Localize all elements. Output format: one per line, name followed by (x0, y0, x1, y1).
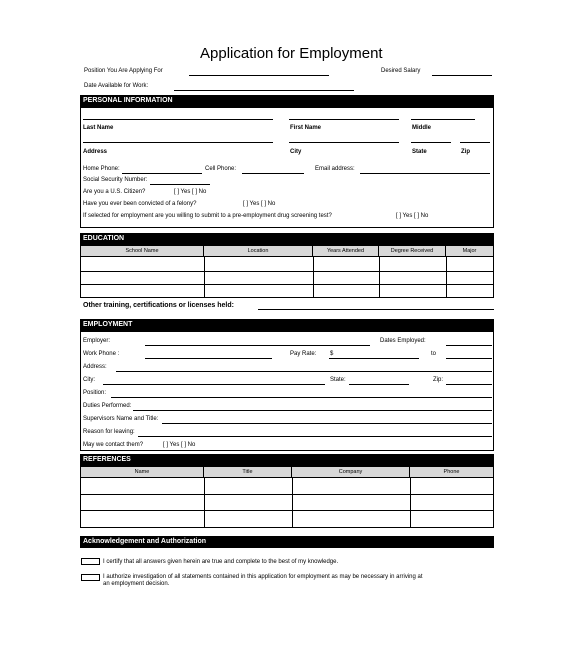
emp-state-field[interactable] (349, 384, 409, 385)
other-training-field[interactable] (258, 309, 494, 310)
last-name-field[interactable] (83, 119, 273, 120)
personal-info-box (80, 107, 494, 228)
ref-col-title: Title (204, 467, 292, 478)
citizen-question: Are you a U.S. Citizen? (83, 189, 146, 195)
ref-col-phone: Phone (410, 467, 493, 478)
contact-options[interactable]: [ ] Yes [ ] No (163, 442, 196, 448)
ssn-field[interactable] (150, 184, 210, 185)
zip-field[interactable] (460, 142, 490, 143)
ref-col-line (410, 478, 411, 528)
certify-checkbox[interactable] (81, 558, 100, 565)
edu-col-line (204, 257, 205, 298)
emp-position-field[interactable] (111, 397, 492, 398)
email-label: Email address: (315, 166, 355, 172)
edu-col-line (313, 257, 314, 298)
ssn-label: Social Security Number: (83, 177, 148, 183)
duties-label: Duties Performed: (83, 403, 132, 409)
personal-info-header: PERSONAL INFORMATION (80, 95, 494, 107)
felony-options[interactable]: [ ] Yes [ ] No (243, 201, 276, 207)
citizen-options[interactable]: [ ] Yes [ ] No (174, 189, 207, 195)
ref-row-line (81, 494, 493, 495)
date-available-field[interactable] (174, 90, 354, 91)
dates-to-field[interactable] (446, 358, 492, 359)
work-phone-label: Work Phone : (83, 351, 120, 357)
last-name-label: Last Name (83, 125, 114, 131)
emp-zip-field[interactable] (446, 384, 492, 385)
edu-col-line (379, 257, 380, 298)
first-name-label: First Name (290, 125, 322, 131)
pay-symbol: $ (330, 351, 334, 357)
emp-position-label: Position: (83, 390, 107, 396)
address-field[interactable] (83, 142, 273, 143)
ref-col-line (292, 478, 293, 528)
reason-leaving-label: Reason for leaving: (83, 429, 135, 435)
drug-test-question: If selected for employment are you willing to submit to a pre-employment drug screening test? (83, 213, 332, 219)
emp-city-field[interactable] (103, 384, 325, 385)
position-label: Position You Are Applying For (84, 68, 163, 74)
position-field[interactable] (189, 75, 329, 76)
edu-row-line (81, 271, 493, 272)
contact-question: May we contact them? (83, 442, 144, 448)
references-header: REFERENCES (80, 454, 494, 466)
duties-field[interactable] (133, 410, 492, 411)
dates-employed-label: Dates Employed: (380, 338, 426, 344)
home-phone-field[interactable] (122, 173, 202, 174)
to-label: to (431, 351, 437, 357)
work-phone-field[interactable] (145, 358, 272, 359)
authorize-statement-line1: I authorize investigation of all statements contained in this application for employment as may be necessary in arriving at (103, 574, 423, 580)
dates-employed-field[interactable] (446, 345, 492, 346)
pay-rate-label: Pay Rate: (290, 351, 317, 357)
first-name-field[interactable] (289, 119, 399, 120)
felony-question: Have you ever been convicted of a felony? (83, 201, 197, 207)
salary-label: Desired Salary (381, 68, 421, 74)
email-field[interactable] (360, 173, 490, 174)
emp-zip-label: Zip: (433, 377, 444, 383)
zip-label: Zip (461, 149, 470, 155)
cell-phone-field[interactable] (242, 173, 304, 174)
certify-statement: I certify that all answers given herein are true and complete to the best of my knowledge. (103, 559, 339, 565)
edu-col-location: Location (204, 246, 313, 257)
employer-label: Employer: (83, 338, 111, 344)
drug-test-options[interactable]: [ ] Yes [ ] No (396, 213, 429, 219)
cell-phone-label: Cell Phone: (205, 166, 237, 172)
employment-header: EMPLOYMENT (80, 319, 494, 331)
emp-address-field[interactable] (116, 371, 492, 372)
home-phone-label: Home Phone: (83, 166, 120, 172)
employment-box (80, 331, 494, 451)
emp-state-label: State: (330, 377, 346, 383)
state-label: State (412, 149, 427, 155)
edu-col-line (446, 257, 447, 298)
edu-col-years: Years Attended (313, 246, 379, 257)
ref-row-line (81, 510, 493, 511)
address-label: Address (83, 149, 108, 155)
authorize-checkbox[interactable] (81, 574, 100, 581)
education-header: EDUCATION (80, 233, 494, 245)
reason-leaving-field[interactable] (138, 436, 492, 437)
city-field[interactable] (289, 142, 399, 143)
ref-col-line (204, 478, 205, 528)
emp-address-label: Address: (83, 364, 107, 370)
middle-field[interactable] (411, 119, 475, 120)
salary-field[interactable] (432, 75, 492, 76)
ref-col-name: Name (81, 467, 204, 478)
ref-col-company: Company (292, 467, 410, 478)
employer-field[interactable] (145, 345, 370, 346)
edu-col-major: Major (446, 246, 493, 257)
other-training-label: Other training, certifications or licenses held: (83, 302, 234, 309)
authorize-statement-line2: an employment decision. (103, 581, 170, 587)
supervisor-label: Supervisors Name and Title: (83, 416, 159, 422)
supervisor-field[interactable] (162, 423, 492, 424)
edu-col-degree: Degree Received (379, 246, 446, 257)
emp-city-label: City: (83, 377, 95, 383)
middle-label: Middle (412, 125, 431, 131)
date-available-label: Date Available for Work: (84, 83, 149, 89)
edu-col-school: School Name (81, 246, 204, 257)
state-field[interactable] (411, 142, 451, 143)
page-title: Application for Employment (200, 45, 383, 62)
city-label: City (290, 149, 302, 155)
acknowledgement-header: Acknowledgement and Authorization (80, 536, 494, 548)
edu-row-line (81, 284, 493, 285)
pay-rate-field[interactable] (329, 358, 419, 359)
